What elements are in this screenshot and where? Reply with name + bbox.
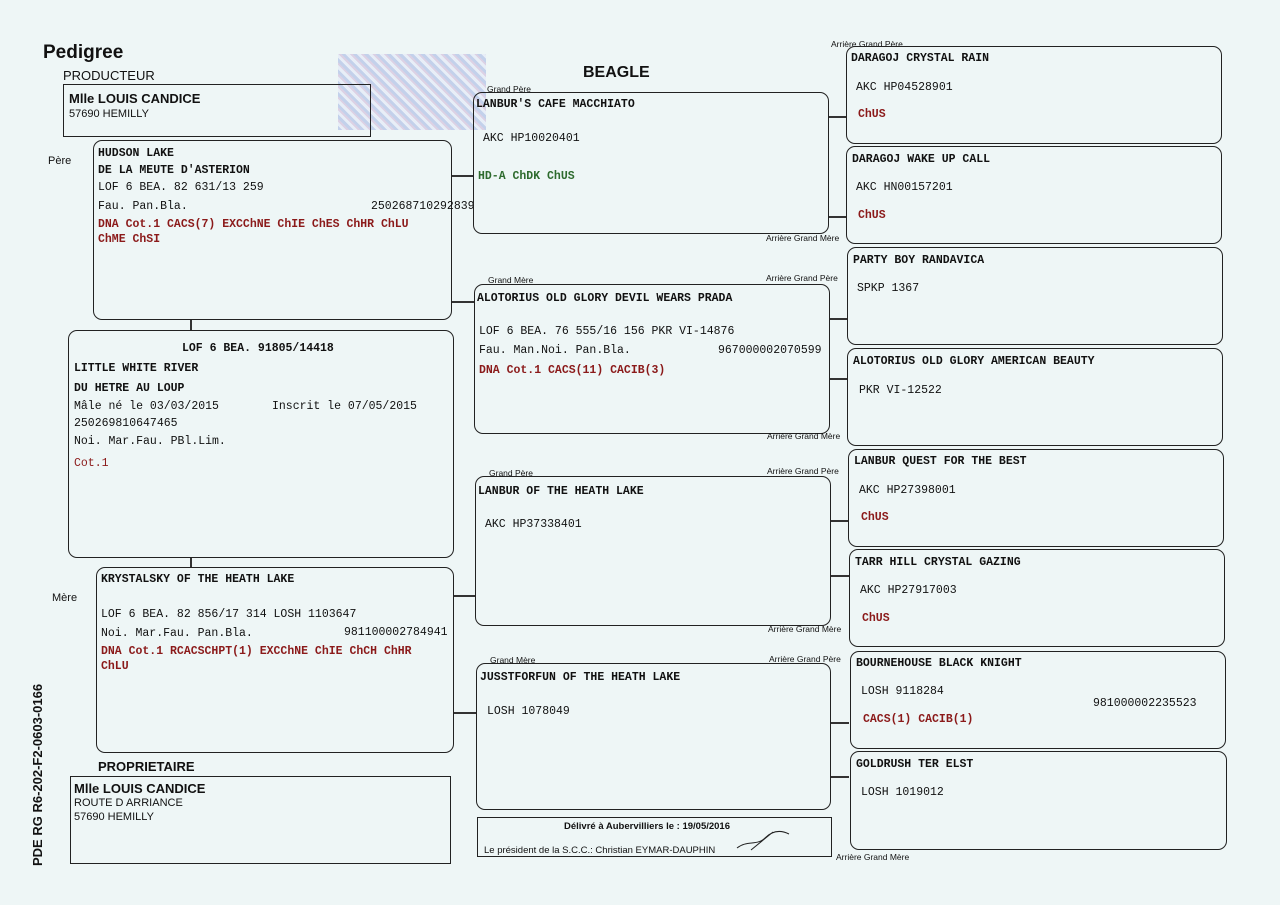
great-grandparent-box — [850, 651, 1226, 749]
signature-icon — [733, 826, 793, 854]
owner-street: ROUTE D ARRIANCE — [74, 797, 183, 809]
subject-birth: Mâle né le 03/03/2015 — [74, 400, 219, 413]
dam-titles-2: ChLU — [101, 660, 129, 673]
arriere-grand-mere-label: Arrière Grand Mère — [836, 852, 910, 862]
great-grandparent-reg: AKC HP27398001 — [859, 484, 956, 497]
subject-cot: Cot.1 — [74, 457, 109, 470]
grandparent-color: Fau. Man.Noi. Pan.Bla. — [479, 344, 631, 357]
sire-name: HUDSON LAKE — [98, 147, 174, 160]
great-grandparent-box — [848, 449, 1224, 547]
connector — [454, 595, 476, 597]
pere-label: Père — [48, 155, 72, 167]
page-title: Pedigree — [43, 42, 124, 63]
great-grandparent-chip: 981000002235523 — [1093, 697, 1197, 710]
arriere-grand-pere-label: Arrière Grand Père — [769, 654, 841, 664]
arriere-grand-pere-label: Arrière Grand Père — [766, 273, 838, 283]
great-grandparent-reg: AKC HP04528901 — [856, 81, 953, 94]
producer-box — [63, 84, 371, 137]
great-grandparent-titles: ChUS — [861, 511, 889, 524]
grandparent-reg: LOSH 1078049 — [487, 705, 570, 718]
owner-city: 57690 HEMILLY — [74, 811, 154, 823]
grandparent-chip: 967000002070599 — [718, 344, 822, 357]
grandparent-name: ALOTORIUS OLD GLORY DEVIL WEARS PRADA — [477, 292, 733, 305]
arriere-grand-mere-label: Arrière Grand Mère — [768, 624, 842, 634]
sire-color: Fau. Pan.Bla. — [98, 200, 188, 213]
delivered-box — [477, 817, 832, 857]
president-text: Le président de la S.C.C.: Christian EYMAR-DAUPHIN — [484, 845, 716, 856]
grand-mere-label: Grand Mère — [488, 275, 534, 285]
great-grandparent-reg: LOSH 9118284 — [861, 685, 944, 698]
grandparent-reg: AKC HP10020401 — [483, 132, 580, 145]
great-grandparent-titles: CACS(1) CACIB(1) — [863, 713, 974, 726]
connector — [190, 558, 192, 567]
proprietaire-label: PROPRIETAIRE — [98, 759, 195, 774]
great-grandparent-name: DARAGOJ WAKE UP CALL — [852, 153, 991, 166]
grand-mere-label: Grand Mère — [490, 655, 536, 665]
producer-name: Mlle LOUIS CANDICE — [69, 91, 201, 106]
great-grandparent-box — [846, 146, 1222, 244]
sire-reg: LOF 6 BEA. 82 631/13 259 — [98, 181, 264, 194]
connector — [829, 116, 847, 118]
owner-box — [70, 776, 451, 864]
grandparent-name: LANBUR OF THE HEATH LAKE — [478, 485, 644, 498]
breed-title: BEAGLE — [583, 64, 650, 81]
arriere-grand-pere-label: Arrière Grand Père — [831, 39, 903, 49]
grand-pere-label: Grand Père — [489, 468, 533, 478]
producer-address: 57690 HEMILLY — [69, 108, 149, 120]
great-grandparent-reg: PKR VI-12522 — [859, 384, 942, 397]
great-grandparent-name: TARR HILL CRYSTAL GAZING — [855, 556, 1021, 569]
dam-reg: LOF 6 BEA. 82 856/17 314 LOSH 1103647 — [101, 608, 357, 621]
grandparent-name: JUSSTFORFUN OF THE HEATH LAKE — [480, 671, 681, 684]
great-grandparent-box — [847, 348, 1223, 446]
great-grandparent-name: LANBUR QUEST FOR THE BEST — [854, 455, 1027, 468]
grandparent-titles-text: HD-A ChDK ChUS — [478, 170, 575, 183]
dam-color: Noi. Mar.Fau. Pan.Bla. — [101, 627, 253, 640]
great-grandparent-name: ALOTORIUS OLD GLORY AMERICAN BEAUTY — [853, 355, 1095, 368]
sire-box — [93, 140, 475, 320]
great-grandparent-name: DARAGOJ CRYSTAL RAIN — [851, 52, 990, 65]
sire-titles-2: ChME ChSI — [98, 233, 161, 246]
connector — [830, 318, 848, 320]
dam-box — [96, 567, 454, 753]
connector — [454, 712, 476, 714]
sire-chip: 250268710292839 — [371, 200, 475, 213]
great-grandparent-titles: ChUS — [858, 108, 886, 121]
great-grandparent-titles: ChUS — [862, 612, 890, 625]
great-grandparent-box — [847, 247, 1223, 345]
dam-titles: DNA Cot.1 RCACSCHPT(1) EXCChNE ChIE ChCH ChHR — [101, 645, 412, 658]
subject-reg: LOF 6 BEA. 91805/14418 — [182, 342, 334, 355]
producteur-label: PRODUCTEUR — [63, 68, 155, 83]
grandparent-box — [474, 284, 830, 434]
great-grandparent-reg: AKC HP27917003 — [860, 584, 957, 597]
grandparent-box — [475, 476, 831, 626]
great-grandparent-titles: ChUS — [858, 209, 886, 222]
connector — [830, 378, 848, 380]
arriere-grand-mere-label: Arrière Grand Mère — [766, 233, 840, 243]
great-grandparent-reg: SPKP 1367 — [857, 282, 920, 295]
side-code: PDE RG R6-202-F2-0603-0166 — [30, 683, 45, 866]
connector — [831, 520, 849, 522]
great-grandparent-name: GOLDRUSH TER ELST — [856, 758, 974, 771]
subject-inscrit: Inscrit le 07/05/2015 — [272, 400, 417, 413]
grandparent-titles — [478, 170, 575, 183]
grandparent-reg: LOF 6 BEA. 76 555/16 156 PKR VI-14876 — [479, 325, 735, 338]
owner-name: Mlle LOUIS CANDICE — [74, 781, 206, 796]
great-grandparent-box — [849, 549, 1225, 647]
subject-name: LITTLE WHITE RIVER — [74, 362, 199, 375]
arriere-grand-mere-label: Arrière Grand Mère — [767, 431, 841, 441]
subject-box — [68, 330, 454, 558]
connector — [190, 320, 192, 330]
connector — [452, 301, 474, 303]
grandparent-reg: AKC HP37338401 — [485, 518, 582, 531]
dam-name: KRYSTALSKY OF THE HEATH LAKE — [101, 573, 295, 586]
great-grandparent-box — [850, 751, 1227, 850]
connector — [829, 216, 847, 218]
connector — [831, 722, 849, 724]
grandparent-titles: DNA Cot.1 CACS(11) CACIB(3) — [479, 364, 666, 377]
dam-chip: 981100002784941 — [344, 626, 448, 639]
sire-titles: DNA Cot.1 CACS(7) EXCChNE ChIE ChES ChHR ChLU — [98, 218, 409, 231]
great-grandparent-name: PARTY BOY RANDAVICA — [853, 254, 985, 267]
subject-color: Noi. Mar.Fau. PBl.Lim. — [74, 435, 226, 448]
great-grandparent-box — [846, 46, 1222, 144]
grandparent-box — [473, 92, 829, 234]
connector — [452, 175, 474, 177]
subject-kennel: DU HETRE AU LOUP — [74, 382, 185, 395]
sire-kennel: DE LA MEUTE D'ASTERION — [98, 164, 250, 177]
great-grandparent-reg: LOSH 1019012 — [861, 786, 944, 799]
delivered-text: Délivré à Aubervilliers le : 19/05/2016 — [564, 821, 730, 832]
great-grandparent-reg: AKC HN00157201 — [856, 181, 953, 194]
grandparent-name: LANBUR'S CAFE MACCHIATO — [476, 98, 635, 111]
mere-label: Mère — [52, 592, 78, 604]
grand-pere-label: Grand Père — [487, 84, 531, 94]
great-grandparent-name: BOURNEHOUSE BLACK KNIGHT — [856, 657, 1022, 670]
subject-chip: 250269810647465 — [74, 417, 178, 430]
connector — [831, 776, 849, 778]
arriere-grand-pere-label: Arrière Grand Père — [767, 466, 839, 476]
grandparent-box — [476, 663, 831, 810]
connector — [831, 575, 849, 577]
